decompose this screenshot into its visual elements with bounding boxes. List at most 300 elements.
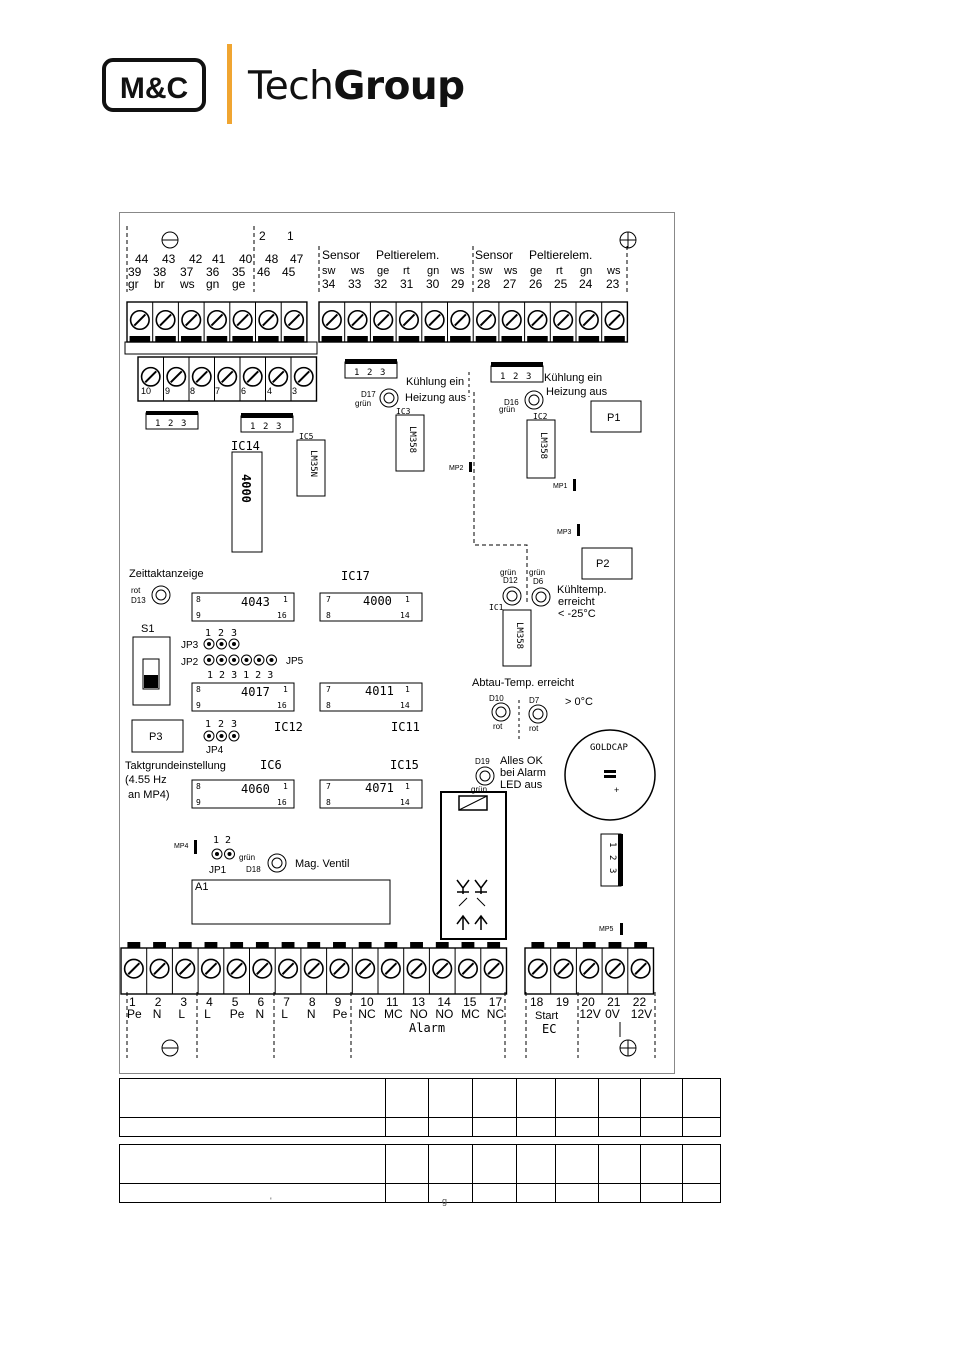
term-num: 26 [529,277,543,291]
pot-label: P1 [607,412,621,424]
upper-num: 43 [162,252,176,266]
terminal-screw [529,959,548,978]
takt-line: (4.55 Hz [125,774,167,786]
terminal-screw [279,959,298,978]
term-num: 28 [477,277,491,291]
upper-num: 41 [212,252,226,266]
abtau-label: Abtau-Temp. erreicht [472,677,575,689]
terminal-screw [131,311,150,330]
terminal-screw [580,959,599,978]
jp5-label: JP5 [286,656,304,667]
table-cell [386,1118,429,1137]
ic-pin: 16 [277,701,287,710]
goldcap-label: GOLDCAP [590,743,628,753]
jumper-pin-label: 3 [526,372,532,382]
term-num: 23 [606,277,620,291]
zero-degree-label: > 0°C [565,696,593,708]
table-cell [473,1145,517,1184]
terminal-screw [182,311,201,330]
terminal-screw [528,311,547,330]
terminal-tab [232,336,253,342]
wire-color: ws [607,265,621,277]
wire-color: gn [206,277,220,291]
bottom-term-num: 1 [129,995,136,1009]
bottom-term-num: 13 [411,995,426,1009]
terminal-tab [207,336,228,342]
bottom-term-func: Pe [127,1007,142,1021]
alles-ok-label [500,755,546,791]
led-color: rot [529,724,539,733]
terminal-screw [253,959,272,978]
led-ref: D6 [533,577,544,586]
ic-pin: 7 [326,782,331,791]
kuehltemp-line: erreicht [558,596,595,608]
term-num: 32 [374,277,388,291]
terminal-screw [156,311,175,330]
wire-color: gr [128,277,139,291]
upper-num: 47 [290,252,304,266]
jumper-pin-label: 1 [354,368,360,378]
terminal-tab [181,336,202,342]
ic-pin: 7 [326,685,331,694]
terminal-tab [127,942,140,948]
wire-color: ws [351,265,365,277]
jumper-pin-label: 1 [155,419,161,429]
upper-num: 48 [265,252,279,266]
table-cell [683,1145,721,1184]
bottom-term-func: Pe [332,1007,348,1021]
terminal-screw [554,311,573,330]
jp-pin-label: 1 [205,628,212,639]
table-cell [386,1079,429,1118]
terminal-tab [258,336,279,342]
jumper-pin-label: 1 [500,372,506,382]
table-cell [429,1145,473,1184]
bottom-term-func: NC [358,1007,376,1021]
lower-num: 35 [232,265,246,279]
bottom-term-num: 5 [231,995,239,1009]
term-num: 25 [554,277,568,291]
bottom-term-num: 10 [360,995,374,1009]
bottom-term-func: L [178,1007,186,1021]
terminal-tab [284,336,305,342]
terminal-tab [155,336,176,342]
mag-ventil-label: Mag. Ventil [295,858,350,870]
ic-pin: 1 [283,782,288,791]
jumper-pin-label: 1 [250,422,256,432]
jp2-label: JP2 [181,657,199,668]
terminal-tab [583,942,596,948]
bottom-term-func: N [255,1007,265,1021]
ic-pin: 1 [283,685,288,694]
terminal-screw [580,311,599,330]
jumper-pin [204,731,214,741]
jumper-pin-label: 3 [380,368,386,378]
kuehltemp-line: Kühltemp. [557,584,607,596]
circuit-board-diagram [119,212,675,1074]
ic-type: 4017 [241,685,270,699]
bottom-term-num: 8 [308,995,316,1009]
led-color: grün [471,785,488,794]
jumper-pin [212,849,222,859]
term-num: 30 [426,277,440,291]
relay-num: 4 [267,386,273,396]
mp3-label: MP3 [557,529,572,536]
ic-type: LM358 [514,622,524,650]
terminal-screw [459,959,478,978]
led-color: grün [529,568,546,577]
jp5-pin-labels: 1 2 3 1 2 3 [207,670,274,681]
terminal-tab [476,336,497,342]
bottom-term-func: N [306,1007,316,1021]
terminal-screw [295,368,313,386]
terminal-screw [348,311,367,330]
ic-type: 4000 [363,594,392,608]
terminal-screw [218,368,236,386]
relay-num: 8 [190,386,196,396]
terminal-screw [382,959,401,978]
lower-num: 46 [257,265,271,279]
terminal-screw [125,959,144,978]
jumper-pin [217,639,227,649]
ic-ref: IC3 [396,407,411,416]
table-cell [517,1145,556,1184]
table-cell [641,1145,683,1184]
terminal-screw [400,311,419,330]
terminal-tab [307,942,320,948]
terminal-tab [501,336,522,342]
footer-mark: g [442,1196,448,1206]
footer-mark: ' [270,1196,272,1206]
ok-line: bei Alarm [500,767,546,779]
table-cell [120,1118,386,1137]
ic-pin: 1 [405,782,410,791]
plus-sign: + [614,785,620,795]
relay-num: 9 [165,386,171,396]
mp1-label: MP1 [553,483,568,490]
ic-pin: 9 [196,701,201,710]
ic-pin: 16 [277,798,287,807]
terminal-tab [130,336,151,342]
table-cell [517,1118,556,1137]
terminal-screw [433,959,452,978]
bottom-term-func: MC [461,1007,480,1021]
jumper-pin [229,655,239,665]
terminal-tab [347,336,368,342]
terminal-tab [634,942,647,948]
mp1-pin [573,479,576,491]
bottom-term-func: L [204,1007,211,1021]
table-cell [473,1079,517,1118]
terminal-screw [269,368,287,386]
kuehlung-ein-label: Kühlung ein [544,372,603,384]
terminal-screw [425,311,444,330]
table-cell [386,1184,429,1203]
lower-num: 45 [282,265,296,279]
terminal-tab [531,942,544,948]
brand-name [248,64,465,109]
terminal-tab [373,336,394,342]
table-cell [641,1118,683,1137]
ic-pin: 1 [283,595,288,604]
relay-num: 6 [241,386,247,396]
bottom-term-num: 2 [154,995,162,1009]
bottom-term-num: 18 [530,995,544,1009]
table-cell [429,1118,473,1137]
jp-pin-label: 3 [231,628,238,639]
ic11-label: IC11 [391,720,420,734]
bottom-term-num: 19 [555,995,570,1009]
led-ref: D7 [529,696,540,705]
table-cell [683,1118,721,1137]
terminal-tab [553,336,574,342]
led-color: grün [355,399,372,408]
term-num: 33 [348,277,362,291]
bottom-term-num: 17 [488,995,503,1009]
terminal-tab [604,336,625,342]
mp4-pin [194,840,197,854]
wire-color: rt [556,265,563,277]
zeittakt-label: Zeittaktanzeige [129,568,204,580]
mp4-label: MP4 [174,843,189,850]
table-cell [517,1079,556,1118]
jumper-pin [225,849,235,859]
led-color: rot [131,586,141,595]
terminal-tab [436,942,449,948]
logo-mc-text: M&C [119,72,189,105]
jumper-pin [229,731,239,741]
ic-type: 4060 [241,782,270,796]
table-cell [120,1184,386,1203]
ic-type: 4071 [365,781,394,795]
terminal-screw [631,959,650,978]
ic-type: 4011 [365,684,394,698]
led-ref: D12 [503,576,518,585]
relay-num: 7 [215,386,221,396]
terminal-tab [450,336,471,342]
jumper-pin-label: 2 [367,368,373,378]
terminal-screw [244,368,262,386]
a1-label: A1 [195,881,209,893]
wire-color: sw [322,265,336,277]
wire-color: ge [232,277,246,291]
table-cell [599,1184,641,1203]
bottom-term-num: 4 [206,995,213,1009]
jumper-pin-label: 2 [263,422,269,432]
ok-line: LED aus [500,779,543,791]
jumper-pin-label: 2 [513,372,519,382]
wire-color: ge [377,265,390,277]
table-cell [556,1184,599,1203]
terminal-tab [153,942,166,948]
terminal-tab [205,942,218,948]
bottom-term-func: NC [486,1007,505,1021]
ic-pin: 16 [277,611,287,620]
terminal-screw [407,959,426,978]
jp-pin-label: 2 [218,628,225,639]
terminal-tab [399,336,420,342]
jp-pin-label: 1 [607,842,617,848]
led-ref: D17 [361,390,376,399]
table-cell [473,1184,517,1203]
terminal-screw [167,368,185,386]
bottom-term-num: 15 [463,995,477,1009]
terminal-screw [554,959,573,978]
ic-type: LM358 [407,426,417,454]
ic-pin: 8 [326,798,331,807]
accent-bar [227,44,232,124]
ic-pin: 14 [400,798,410,807]
table-cell [599,1118,641,1137]
terminal-tab [230,942,243,948]
terminal-screw [142,368,160,386]
empty-table-1 [119,1078,721,1137]
empty-table-2 [119,1144,721,1203]
bottom-term-num: 3 [180,995,188,1009]
wire-color: ws [451,265,465,277]
table-cell [641,1184,683,1203]
jp-pin-label: 2 [607,855,617,861]
ic6-label: IC6 [260,758,282,772]
wire-color: ws [180,277,195,291]
terminal-tab [579,336,600,342]
bottom-term-num: 9 [334,995,342,1009]
terminal-tab [410,942,423,948]
top-num-2: 2 [259,229,266,243]
mp5-label: MP5 [599,926,614,933]
lower-num: 39 [128,265,142,279]
top-num-1: 1 [287,229,294,243]
lower-num: 38 [153,265,167,279]
table-cell [473,1118,517,1137]
takt-line: Taktgrundeinstellung [125,760,226,772]
terminal-tab [282,942,295,948]
table-cell [429,1079,473,1118]
ic-pin: 9 [196,611,201,620]
terminal-screw [202,959,221,978]
jumper-pin [229,639,239,649]
ic-pin: 9 [196,798,201,807]
group-label: Peltierelem. [529,248,593,262]
ic-ref: IC2 [533,412,548,421]
bottom-term-num: 21 [607,995,621,1009]
terminal-tab [527,336,548,342]
takt-line: an MP4) [128,789,170,801]
alarm-label: Alarm [409,1021,446,1035]
table-cell [556,1079,599,1118]
mp5-pin [620,923,623,935]
terminal-screw [259,311,278,330]
jp-pin-label: 1 2 [213,835,232,846]
terminal-screw [605,311,624,330]
terminal-screw [356,959,375,978]
jumper-pin [254,655,264,665]
terminal-tab [462,942,475,948]
mp2-pin [469,462,472,472]
terminal-tab [487,942,500,948]
ic-pin: 8 [196,782,201,791]
terminal-tab [179,942,192,948]
mp3-pin [577,524,580,536]
upper-num: 44 [135,252,149,266]
terminal-tab [424,336,445,342]
terminal-screw [330,959,349,978]
jp-pin-label: 3 [607,868,617,874]
table-cell [517,1184,556,1203]
bottom-term-func: Pe [229,1007,245,1021]
jumper-pin-label: 3 [181,419,187,429]
jumper-pin [217,655,227,665]
bottom-term-func: NO [409,1007,428,1021]
ic-type: 4000 [239,474,253,503]
brand-light: Tech [248,64,334,109]
ic-pin: 8 [196,685,201,694]
relay-num: 3 [292,386,298,396]
bottom-term-func: 0V [605,1007,620,1021]
jumper-pin [267,655,277,665]
bottom-term-func: 12V [579,1007,601,1021]
table-cell [599,1079,641,1118]
terminal-screw [227,959,246,978]
terminal-tab [322,336,343,342]
terminal-tab [557,942,570,948]
table-cell [120,1145,386,1184]
bottom-term-func: MC [384,1007,403,1021]
table-cell [683,1079,721,1118]
pot-label: P3 [149,731,163,743]
ic-pin: 14 [400,701,410,710]
ic-type: LM358 [538,432,548,460]
bottom-term-num: 6 [257,995,265,1009]
ok-line: Alles OK [500,755,543,767]
terminal-screw [606,959,625,978]
lower-num: 37 [180,265,194,279]
ic-type: 4043 [241,595,270,609]
terminal-screw [285,311,304,330]
bottom-term-func: L [281,1007,288,1021]
ic-ref: IC5 [299,432,314,441]
terminal-screw [150,959,169,978]
jp3-label: JP3 [181,640,199,651]
terminal-screw [484,959,503,978]
lower-num: 36 [206,265,220,279]
jumper-pin-label: 3 [276,422,282,432]
pot-label: P2 [596,558,610,570]
led-ref: D19 [475,757,490,766]
terminal-screw [502,311,521,330]
jumper-pin [204,639,214,649]
led-ref: D10 [489,694,504,703]
jp-pin-label: 3 [231,719,238,730]
jumper-pin [217,731,227,741]
bottom-term-func: NO [435,1007,454,1021]
ic-pin: 1 [405,595,410,604]
bottom-term-num: 7 [283,995,290,1009]
group-label: Sensor [475,248,514,262]
led-color: rot [493,722,503,731]
led-color: grün [499,405,516,414]
bottom-term-func: 12V [630,1007,653,1021]
led-ref: D16 [504,398,519,407]
wire-color: ws [504,265,518,277]
table-cell [429,1184,473,1203]
bottom-term-num: 22 [632,995,647,1009]
ec-label: EC [542,1022,557,1036]
term-num: 31 [400,277,414,291]
table-cell [599,1145,641,1184]
ic-pin: 7 [326,595,331,604]
jp-pin-label: 1 [205,719,212,730]
